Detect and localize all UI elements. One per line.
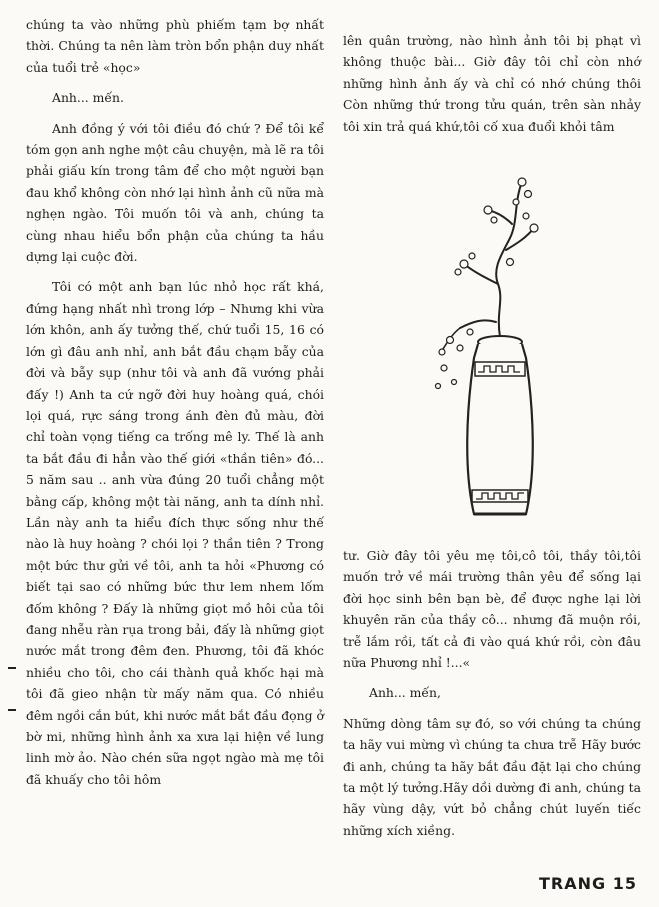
margin-mark <box>8 709 16 711</box>
paragraph: Anh đồng ý với tôi điều đó chứ ? Để tôi kể tóm gọn anh nghe một câu chuyện, mà lẽ ra tôi phải giấu kín trong tâm để cho một người bạn đau khổ không còn nhớ lại hình ảnh cũ nữa mà nghẹn ngào. Tôi muốn tôi và anh, chúng ta cùng nhau hiểu bổn phận của chúng ta hầu dựng lại cuộc đời. <box>26 120 324 265</box>
greeting: Anh... mến, <box>369 685 441 701</box>
paragraph: Những dòng tâm sự đó, so với chúng ta chúng ta hãy vui mừng vì chúng ta chưa trễ Hãy bước đi anh, chúng ta hãy bắt đầu đặt lại cho chúng ta một lý tưởng.Hãy dồi dường đi anh, chúng ta hãy vùng dậy, vứt bỏ chẳng chút luyến tiếc những xích xiềng. <box>343 715 641 838</box>
greeting: Anh... mến. <box>52 90 124 106</box>
paragraph: lên quân trường, nào hình ảnh tôi bị phạt vì không thuộc bài... Giờ đây tôi chỉ còn nhớ những hình ảnh ấy và chỉ có nhớ chúng thôi Còn những thứ trong tửu quán, trên sàn nhảy tôi xin trả quá khứ,tôi cố xua đuổi khỏi tâm <box>343 33 641 134</box>
page-number: TRANG 15 <box>539 874 637 893</box>
paragraph: chúng ta vào những phù phiếm tạm bợ nhất thời. Chúng ta nên làm tròn bổn phận duy nhất của tuổi trẻ «học» <box>26 17 324 75</box>
right-column-bottom <box>343 545 641 841</box>
vase-with-plum-blossom-icon <box>430 172 570 527</box>
paragraph: tư. Giờ đây tôi yêu mẹ tôi,cô tôi, thầy tôi,tôi muốn trở về mái trường thân yêu để sống lại đời học sinh bên bạn bè, để được nghe lại lời khuyên răn của thầy cô... nhưng đã muộn rồi, trễ lắm rồi, tất cả đi vào quá khứ rồi, còn đâu nữa Phương nhỉ !...« <box>343 548 641 671</box>
right-column-top <box>343 30 641 137</box>
left-column <box>26 14 324 790</box>
margin-mark <box>8 667 16 669</box>
paragraph: Tôi có một anh bạn lúc nhỏ học rất khá, đứng hạng nhất nhì trong lớp – Nhưng khi vừa lớn khôn, anh ấy tưởng thế, chứ tuổi 15, 16 có lớn gì đâu anh nhỉ, anh bắt đầu chạm bẫy của đời và bẫy sụp (như tôi và anh đã vướng phải đấy !) Anh ta cứ ngỡ đời huy hoàng quá, chói lọi quá, rực sáng trong ánh đèn đủ màu, đời chỉ toàn vọng tiếng ca trống mê ly. Thế là anh ta bắt đầu đi hẳn vào thế giới «thần tiên» đó... 5 năm sau .. anh vừa đúng 20 tuổi chẳng một bằng cấp, không một tài năng, anh ta dính nhỉ. Lần này anh ta hiểu đích thực sống như thế nào là huy hoàng ? chói lọi ? thần tiên ? Trong một bức thư gửi về tôi, anh ta hỏi «Phương có biết tại sao có những bức thư lem nhem lốm đốm không ? Đấy là những giọt mồ hôi của tôi đang nhễu ràn rụa trong bải, đấy là những giọt nước mắt trong đêm đen. Phương, tôi đã khóc nhiều cho tôi, cho cái thành quả khốc hại mà tôi đã gieo nhận từ mấy năm qua. Có nhiều đêm ngồi cắn bút, khi nước mắt bắt đầu đọng ở bờ mi, những hình ảnh xa xưa lại hiện về lung linh mờ ảo. Nào chén sữa ngọt ngào mà mẹ tôi đã khuấy cho tôi hôm <box>26 279 324 787</box>
